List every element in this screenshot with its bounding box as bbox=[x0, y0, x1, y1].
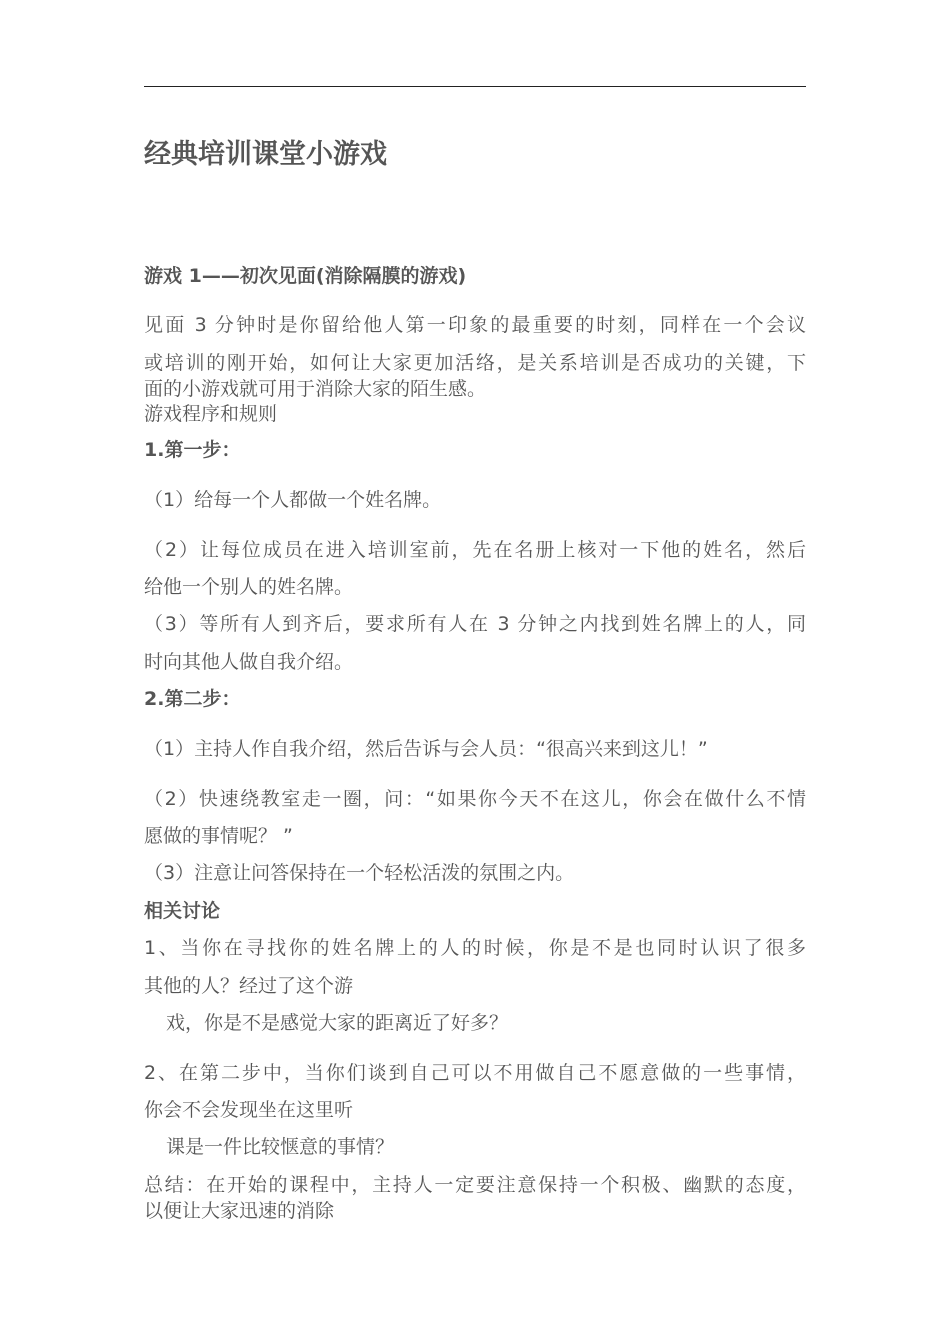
step2-item: 愿做的事情呢？ ” bbox=[144, 825, 293, 847]
step2-heading: 2.第二步： bbox=[144, 688, 241, 710]
step2-item: （1）主持人作自我介绍，然后告诉与会人员：“很高兴来到这儿！” bbox=[144, 738, 708, 760]
intro-line-3: 面的小游戏就可用于消除大家的陌生感。 bbox=[144, 378, 487, 400]
discussion-item: 你会不会发现坐在这里听 bbox=[144, 1099, 354, 1121]
step1-item: 给他一个别人的姓名牌。 bbox=[144, 576, 354, 598]
discussion-item: 2、在第二步中，当你们谈到自己可以不用做自己不愿意做的一些事情， bbox=[144, 1062, 806, 1084]
step1-heading: 1.第一步： bbox=[144, 439, 241, 461]
discussion-heading: 相关讨论 bbox=[144, 900, 221, 922]
step2-item: （2）快速绕教室走一圈，问：“如果你今天不在这儿，你会在做什么不情 bbox=[144, 788, 806, 810]
summary-line-1: 总结：在开始的课程中，主持人一定要注意保持一个积极、幽默的态度， bbox=[144, 1174, 806, 1196]
discussion-item: 戏，你是不是感觉大家的距离近了好多？ bbox=[166, 1012, 509, 1034]
header-rule bbox=[144, 86, 806, 87]
intro-line-1: 见面 3 分钟时是你留给他人第一印象的最重要的时刻，同样在一个会议 bbox=[144, 314, 806, 336]
summary-line-2: 以便让大家迅速的消除 bbox=[144, 1200, 335, 1222]
procedure-heading: 游戏程序和规则 bbox=[144, 403, 278, 425]
step1-item: （1）给每一个人都做一个姓名牌。 bbox=[144, 489, 442, 511]
step1-item: （2）让每位成员在进入培训室前，先在名册上核对一下他的姓名，然后 bbox=[144, 539, 806, 561]
step1-item: 时向其他人做自我介绍。 bbox=[144, 651, 354, 673]
step2-item: （3）注意让问答保持在一个轻松活泼的氛围之内。 bbox=[144, 862, 575, 884]
discussion-item: 1、当你在寻找你的姓名牌上的人的时候，你是不是也同时认识了很多 bbox=[144, 937, 806, 959]
intro-line-2: 或培训的刚开始，如何让大家更加活络，是关系培训是否成功的关键，下 bbox=[144, 352, 806, 374]
game-heading: 游戏 1——初次见面(消除隔膜的游戏) bbox=[144, 265, 467, 287]
document-title: 经典培训课堂小游戏 bbox=[144, 139, 387, 170]
discussion-item: 课是一件比较惬意的事情？ bbox=[166, 1136, 395, 1158]
discussion-item: 其他的人？经过了这个游 bbox=[144, 975, 354, 997]
step1-item: （3）等所有人到齐后，要求所有人在 3 分钟之内找到姓名牌上的人，同 bbox=[144, 613, 806, 635]
